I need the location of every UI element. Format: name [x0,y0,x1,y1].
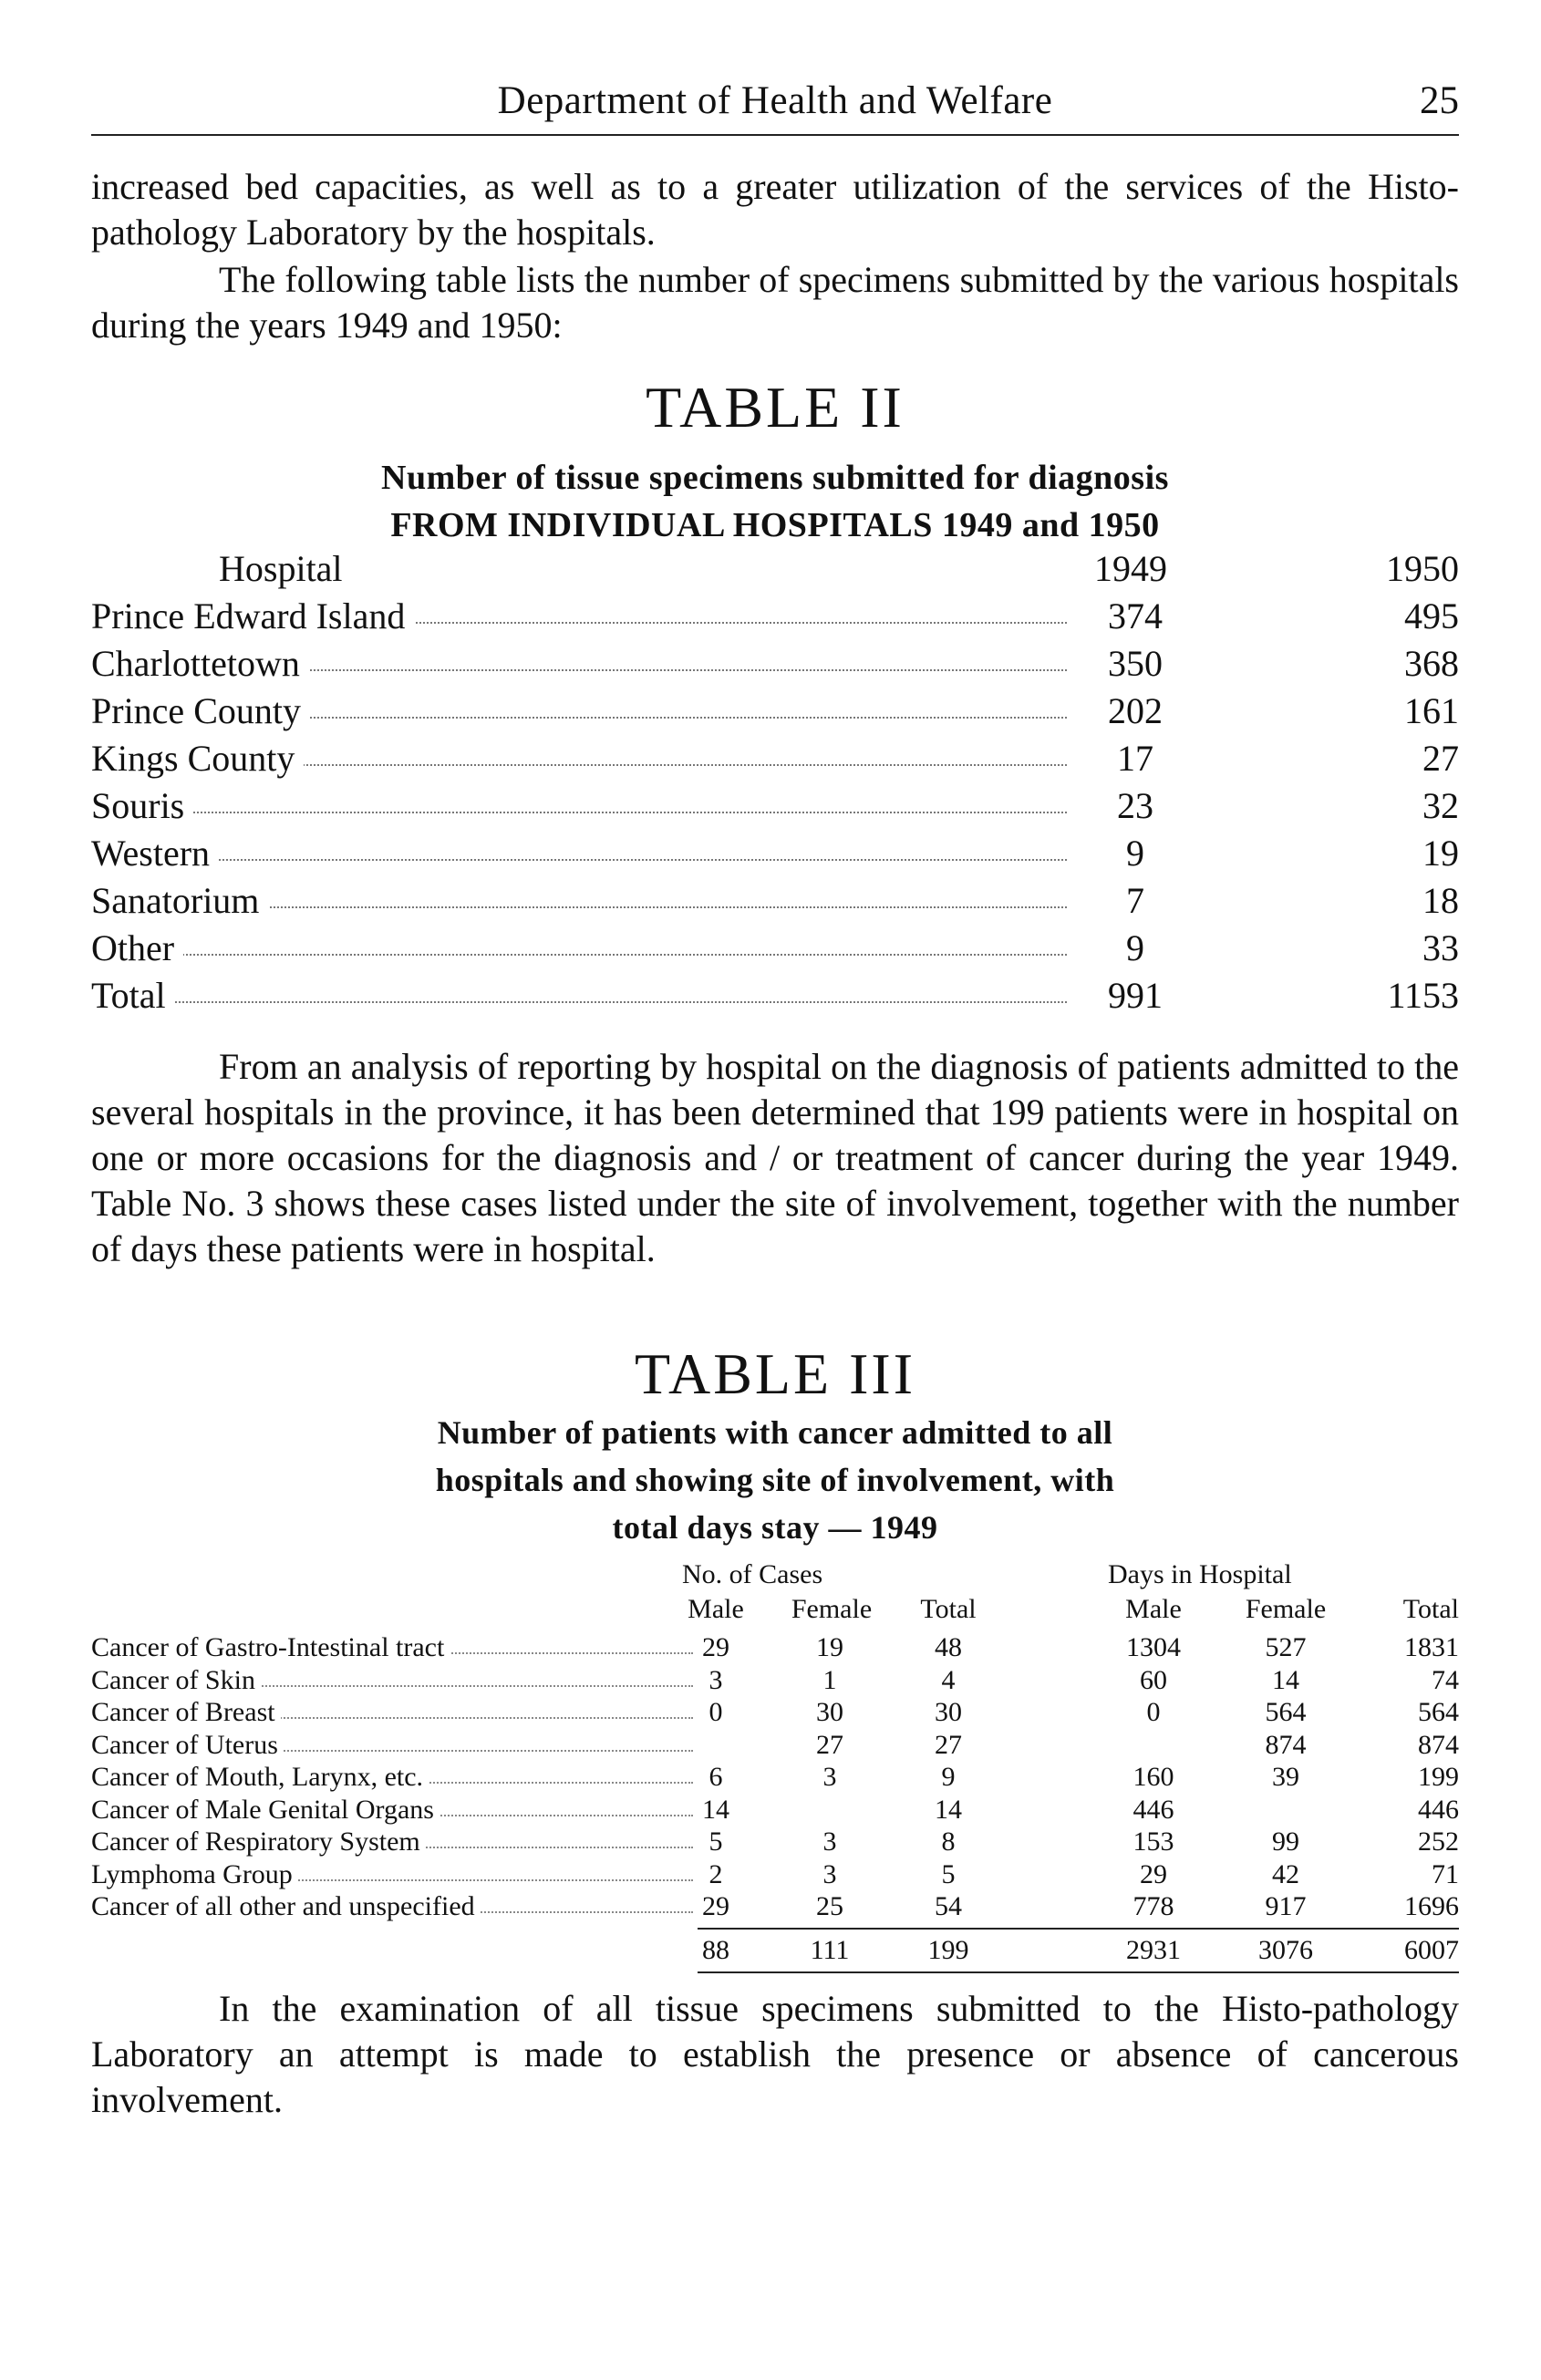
table3-total-dm: 2931 [1126,1934,1181,1965]
table2-row [91,642,1459,689]
table2-value-1949: 202 [1108,690,1163,731]
table3-cell-dm: 446 [1132,1794,1174,1825]
table3-cell-dm: 1304 [1126,1632,1181,1662]
table3-cell-dm: 0 [1146,1697,1161,1727]
table3-cell-ct: 4 [941,1664,956,1695]
table3-cell-cm: 29 [702,1891,729,1921]
table2-subtitle-2: FROM INDIVIDUAL HOSPITALS 1949 and 1950 [390,506,1160,544]
table3-cell-df: 527 [1265,1632,1307,1662]
table3-total-cm: 88 [702,1934,729,1965]
table3-cell-cm: 0 [708,1697,723,1727]
table3-col-days-male: Male [1125,1594,1182,1624]
table3-row [91,1762,1459,1793]
table3-site-label: Cancer of all other and unspecified [91,1891,481,1922]
paragraph-intro: increased bed capacities, as well as to a greater utilization of the services of the Histo-pathology Laboratory by the hospitals. [91,166,1459,253]
table2-value-1949: 23 [1117,785,1153,826]
table3-row [91,1665,1459,1696]
table3-cell-df: 874 [1265,1729,1307,1760]
table2-hospital-name: Sanatorium [91,879,268,922]
table3-col-days-total: Total [1402,1594,1459,1624]
table3-cell-cm: 29 [702,1632,729,1662]
running-header [91,75,1459,129]
table2-value-1950: 27 [1422,738,1459,779]
table3-site-label: Lymphoma Group [91,1859,298,1890]
table3-cell-dt: 564 [1418,1697,1459,1727]
table3-cell-df: 564 [1265,1697,1307,1727]
table3-totals-row [91,1935,1459,1966]
table2-value-1949: 350 [1108,643,1163,684]
table3-cell-cf: 25 [816,1891,843,1921]
leader-dots [91,812,1067,813]
table2-header-row [91,547,1459,595]
table3-row [91,1859,1459,1890]
table2-hospital-name: Prince Edward Island [91,595,414,637]
table3-cell-df: 14 [1272,1664,1299,1695]
table3-totals-rule [698,1928,1459,1930]
table3-row [91,1730,1459,1761]
table3-cell-df: 39 [1272,1762,1299,1792]
table3-cell-ct: 27 [935,1729,962,1760]
page-number: 25 [1420,79,1459,122]
table2-hospital-name: Souris [91,784,193,827]
table2-value-1950: 19 [1422,833,1459,874]
table2-row [91,595,1459,642]
table3-site-label: Cancer of Mouth, Larynx, etc. [91,1762,429,1793]
table2-value-1950: 18 [1422,880,1459,921]
table3-cell-df: 42 [1272,1858,1299,1889]
table3-col-days-female: Female [1245,1594,1327,1624]
table3-cell-ct: 48 [935,1632,962,1662]
table3-cell-dt: 71 [1432,1858,1459,1889]
table3-total-dt: 6007 [1404,1934,1459,1965]
table3-cell-dt: 252 [1418,1826,1459,1857]
table2-col-1949: 1949 [1094,548,1167,589]
paragraph-analysis: From an analysis of reporting by hospital on the diagnosis of patients admitted to the several hospitals in the province, it has been determined that 199 patients were in hospital on one or more occasions for the diagnosis and / or treatment of cancer during the year 1949. Table No. 3 shows these cases listed under the site of involvement, together with the number of days these patients were in hospital. [91,1046,1459,1269]
document-page [91,0,1459,2380]
table3-col-cases-total: Total [920,1594,977,1624]
table2-row [91,689,1459,737]
header-rule [91,134,1459,136]
table3-cell-dm: 60 [1140,1664,1167,1695]
table2-row [91,879,1459,926]
table3-cell-cf: 30 [816,1697,843,1727]
table3-cell-cm: 2 [708,1858,723,1889]
table3-total-df: 3076 [1258,1934,1313,1965]
table3-cell-dt: 199 [1418,1762,1459,1792]
table3-row [91,1826,1459,1857]
table3-site-label: Cancer of Uterus [91,1730,284,1761]
table2-row [91,974,1459,1021]
table2-value-1950: 161 [1404,690,1459,731]
table3-cell-cf: 3 [822,1826,837,1857]
table3-cell-dm: 160 [1132,1762,1174,1792]
table3-cell-df: 99 [1272,1826,1299,1857]
table2-title: TABLE II [646,375,905,440]
table3-cell-dt: 1696 [1404,1891,1459,1921]
table2-value-1950: 368 [1404,643,1459,684]
table3-cell-cf: 19 [816,1632,843,1662]
table2-row [91,784,1459,832]
table3-subtitle-2: hospitals and showing site of involvement, with [435,1462,1115,1498]
table3-total-cf: 111 [810,1934,850,1965]
table3-site-label: Cancer of Male Genital Organs [91,1795,440,1826]
table3-cell-ct: 14 [935,1794,962,1825]
table2-value-1949: 9 [1126,833,1144,874]
table3-cell-dt: 1831 [1404,1632,1459,1662]
table3-site-label: Cancer of Skin [91,1665,261,1696]
table3-cell-ct: 54 [935,1891,962,1921]
leader-dots [91,1001,1067,1003]
table3-site-label: Cancer of Gastro-Intestinal tract [91,1632,450,1663]
table2-row [91,737,1459,784]
table3-cell-dm: 29 [1140,1858,1167,1889]
table3-group-cases: No. of Cases [682,1559,823,1589]
table3-row [91,1891,1459,1922]
table3-cell-cm: 6 [708,1762,723,1792]
table3-site-label: Cancer of Breast [91,1697,281,1728]
table2-value-1950: 495 [1404,595,1459,636]
table3-cell-ct: 5 [941,1858,956,1889]
table3-site-label: Cancer of Respiratory System [91,1826,426,1857]
table3-cell-cf: 27 [816,1729,843,1760]
table2-row [91,926,1459,974]
table2-col-1950: 1950 [1386,548,1459,589]
table2-hospital-name: Other [91,926,183,969]
table3-bottom-rule [698,1971,1459,1973]
table2 [91,547,1459,1021]
leader-dots [91,954,1067,956]
table3-group-days: Days in Hospital [1108,1559,1292,1589]
table2-subtitle-1: Number of tissue specimens submitted for diagnosis [381,459,1169,497]
table2-hospital-name: Western [91,832,219,874]
paragraph-table-intro: The following table lists the number of specimens submitted by the various hospitals during the years 1949 and 1950: [91,259,1459,346]
table3-row [91,1795,1459,1826]
table2-value-1950: 32 [1422,785,1459,826]
table2-hospital-name: Total [91,974,175,1017]
table3-cell-cf: 3 [822,1858,837,1889]
table3-subtitle-1: Number of patients with cancer admitted to all [437,1414,1113,1451]
table2-value-1949: 7 [1126,880,1144,921]
paragraph-examination: In the examination of all tissue specimens submitted to the Histo-pathology Laboratory an attempt is made to establish the presence or absence of cancerous involvement. [91,1988,1459,2120]
table3-cell-ct: 30 [935,1697,962,1727]
leader-dots [91,859,1067,861]
table3-col-cases-female: Female [791,1594,873,1624]
table2-hospital-name: Prince County [91,689,310,732]
table2-value-1950: 1153 [1387,975,1459,1016]
table3-cell-cm: 5 [708,1826,723,1857]
table3-row [91,1697,1459,1728]
table2-hospital-name: Kings County [91,737,304,780]
table3-cell-cf: 3 [822,1762,837,1792]
table3-total-ct: 199 [927,1934,969,1965]
table2-col-hospital: Hospital [219,548,343,589]
table3-title: TABLE III [635,1341,915,1406]
table3-cell-df: 917 [1265,1891,1307,1921]
table3-row [91,1632,1459,1663]
table2-value-1949: 374 [1108,595,1163,636]
table2-hospital-name: Charlottetown [91,642,309,685]
table3-cell-cm: 14 [702,1794,729,1825]
table3-cell-dm: 153 [1132,1826,1174,1857]
table3-cell-dt: 74 [1432,1664,1459,1695]
header-title: Department of Health and Welfare [497,79,1053,122]
table3-col-cases-male: Male [688,1594,744,1624]
table3-cell-dm: 778 [1132,1891,1174,1921]
table2-value-1949: 991 [1108,975,1163,1016]
table3-cell-ct: 8 [941,1826,956,1857]
table3-cell-dt: 446 [1418,1794,1459,1825]
table3-cell-dt: 874 [1418,1729,1459,1760]
table2-row [91,832,1459,879]
table3-cell-ct: 9 [941,1762,956,1792]
table2-value-1949: 17 [1117,738,1153,779]
table3-subtitle-3: total days stay — 1949 [612,1509,938,1546]
table3-cell-cm: 3 [708,1664,723,1695]
table2-value-1949: 9 [1126,927,1144,968]
table3-cell-cf: 1 [822,1664,837,1695]
table2-value-1950: 33 [1422,927,1459,968]
